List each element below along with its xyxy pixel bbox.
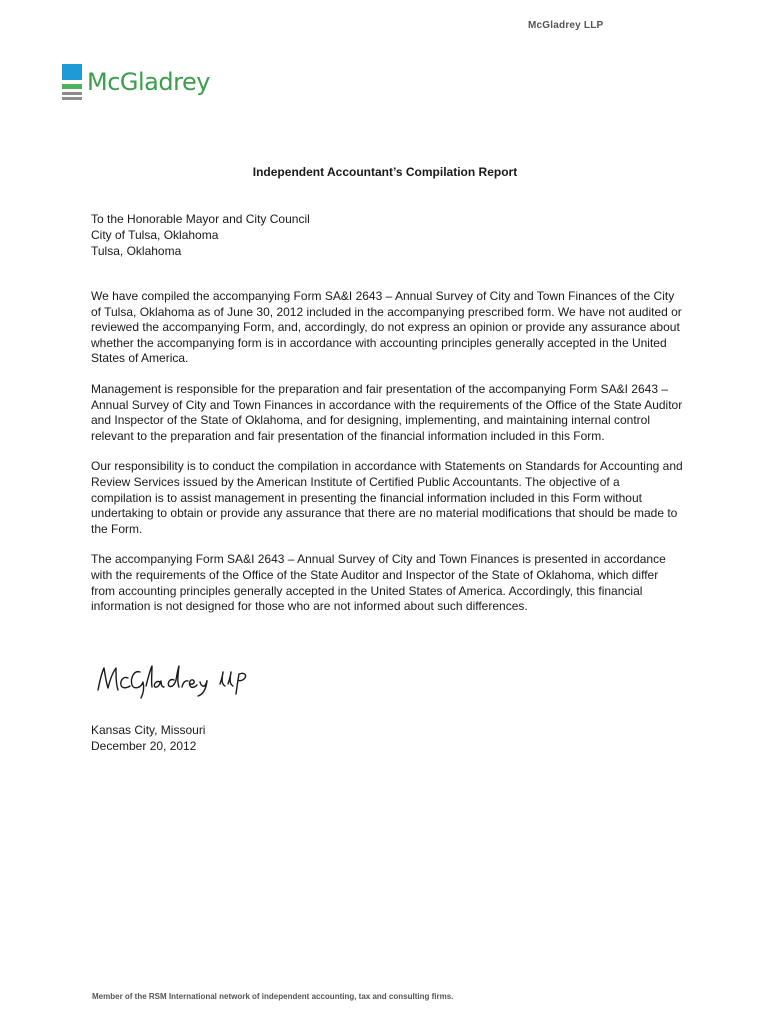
firm-header: McGladrey LLP xyxy=(528,20,604,31)
addressee-block xyxy=(91,211,310,259)
logo-mark-icon xyxy=(62,64,82,100)
body-paragraph: Our responsibility is to conduct the compilation in accordance with Statements on Standards for Accounting and Review Services issued by the American Institute of Certified Public Accountants. The objective of a compilation is to assist management in presenting the financial information included in this Form without undertaking to obtain or provide any assurance that there are no material modifications that should be made to the Form. xyxy=(91,459,683,536)
addressee-line: To the Honorable Mayor and City Council xyxy=(91,212,310,226)
logo-text: McGladrey xyxy=(87,68,210,96)
addressee-line: City of Tulsa, Oklahoma xyxy=(91,228,219,242)
body-paragraph: Management is responsible for the preparation and fair presentation of the accompanying Form SA&I 2643 – Annual Survey of City and Town Finances in accordance with the requirements of the Office of the State Auditor and Inspector of the State of Oklahoma, and for designing, implementing, and maintaining internal control relevant to the preparation and fair presentation of the financial information included in this Form. xyxy=(91,381,683,443)
addressee-line: Tulsa, Oklahoma xyxy=(91,244,182,258)
report-body xyxy=(91,289,683,630)
closing-date: December 20, 2012 xyxy=(91,739,197,753)
body-paragraph: We have compiled the accompanying Form SA&I 2643 – Annual Survey of City and Town Finances of the City of Tulsa, Oklahoma as of June 30, 2012 included in the accompanying prescribed form. We have not audited or reviewed the accompanying Form, and, accordingly, do not express an opinion or provide any assurance about whether the accompanying form is in accordance with accounting principles generally accepted in the United States of America. xyxy=(91,289,682,366)
footer-note: Member of the RSM International network of independent accounting, tax and consulting firms. xyxy=(92,992,454,1001)
signature-image xyxy=(92,660,252,700)
closing-location: Kansas City, Missouri xyxy=(91,723,206,737)
closing-block xyxy=(91,722,205,754)
body-paragraph: The accompanying Form SA&I 2643 – Annual Survey of City and Town Finances is presented in accordance with the requirements of the Office of the State Auditor and Inspector of the State of Oklahoma, which differ from accounting principles generally accepted in the United States of America. Accordingly, this financial information is not designed for those who are not informed about such differences. xyxy=(91,552,666,614)
report-title: Independent Accountant’s Compilation Report xyxy=(252,165,518,179)
firm-logo xyxy=(62,64,210,100)
